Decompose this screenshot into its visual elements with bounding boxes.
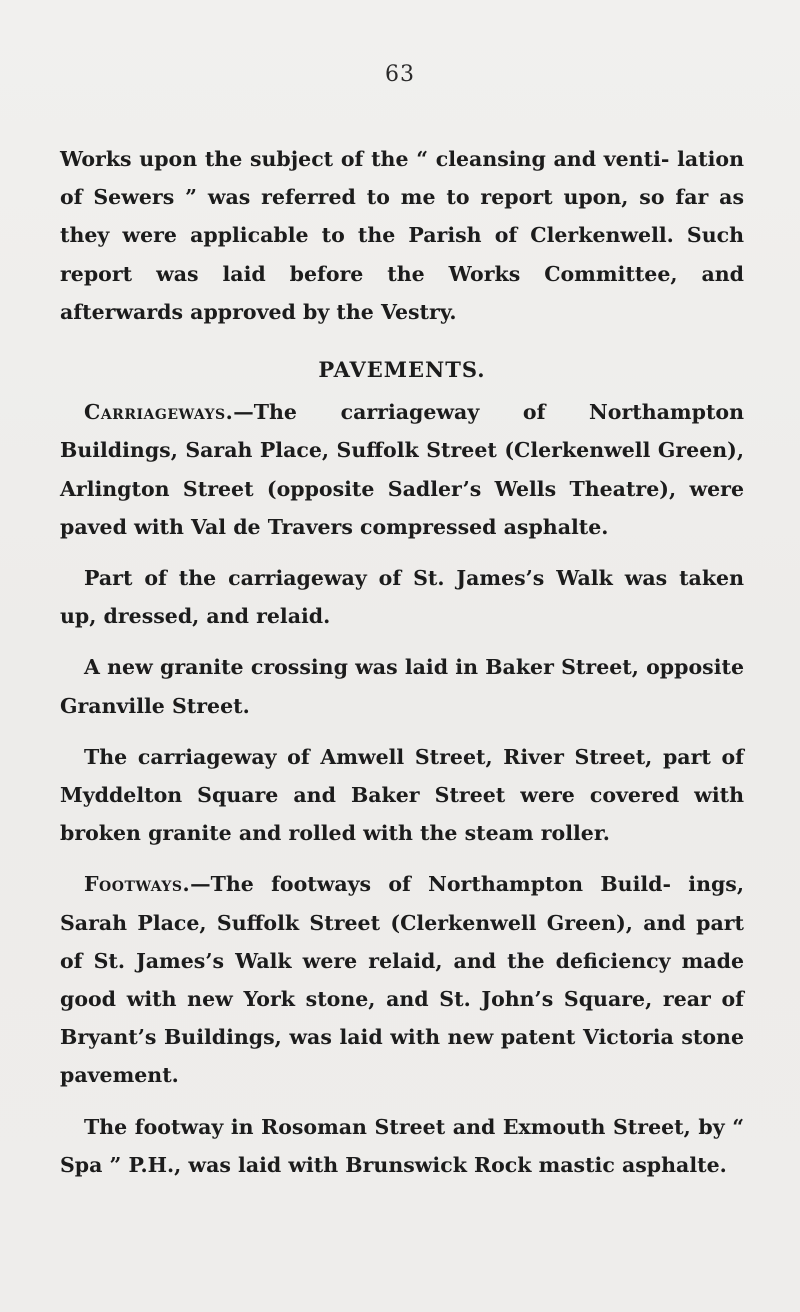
intro-paragraph: Works upon the subject of the “ cleansing and venti- lation of Sewers ” was referred to me to report upon, so far as they were applicable to the Parish of Clerkenwell. Such report was laid before the Works Committee, and afterwards approved by the Vestry. <box>60 147 744 324</box>
carriageways-paragraph <box>60 393 744 546</box>
carriageways-text: —The carriageway of Northampton Buildings, Sarah Place, Suffolk Street (Clerkenwell Green), Arlington Street (opposite Sadler’s Wells Theatre), were paved with Val de Travers compressed asphalte. <box>60 400 744 539</box>
page-number: 63 <box>385 62 415 87</box>
granite-crossing-paragraph: A new granite crossing was laid in Baker Street, opposite Granville Street. <box>60 655 744 718</box>
st-james-paragraph: Part of the carriageway of St. James’s Walk was taken up, dressed, and relaid. <box>60 566 744 629</box>
footways-paragraph <box>60 865 744 1094</box>
rosoman-paragraph: The footway in Rosoman Street and Exmouth Street, by “ Spa ” P.H., was laid with Brunswick Rock mastic asphalte. <box>60 1114 744 1177</box>
carriageways-lead: Carriageways. <box>84 400 234 425</box>
footways-text: —The footways of Northampton Build- ings, Sarah Place, Suffolk Street (Clerkenwell Green), and part of St. James’s Walk were relaid, and the deficiency made good with new York stone, and St. John’s Square, rear of Bryant’s Buildings, was laid with new patent Victoria stone pavement. <box>60 872 744 1088</box>
amwell-paragraph: The carriageway of Amwell Street, River Street, part of Myddelton Square and Baker Street were covered with broken granite and rolled with the steam roller. <box>60 744 744 846</box>
section-heading: PAVEMENTS. <box>318 357 486 383</box>
footways-lead: Footways. <box>84 872 191 897</box>
page-body <box>60 140 744 1184</box>
